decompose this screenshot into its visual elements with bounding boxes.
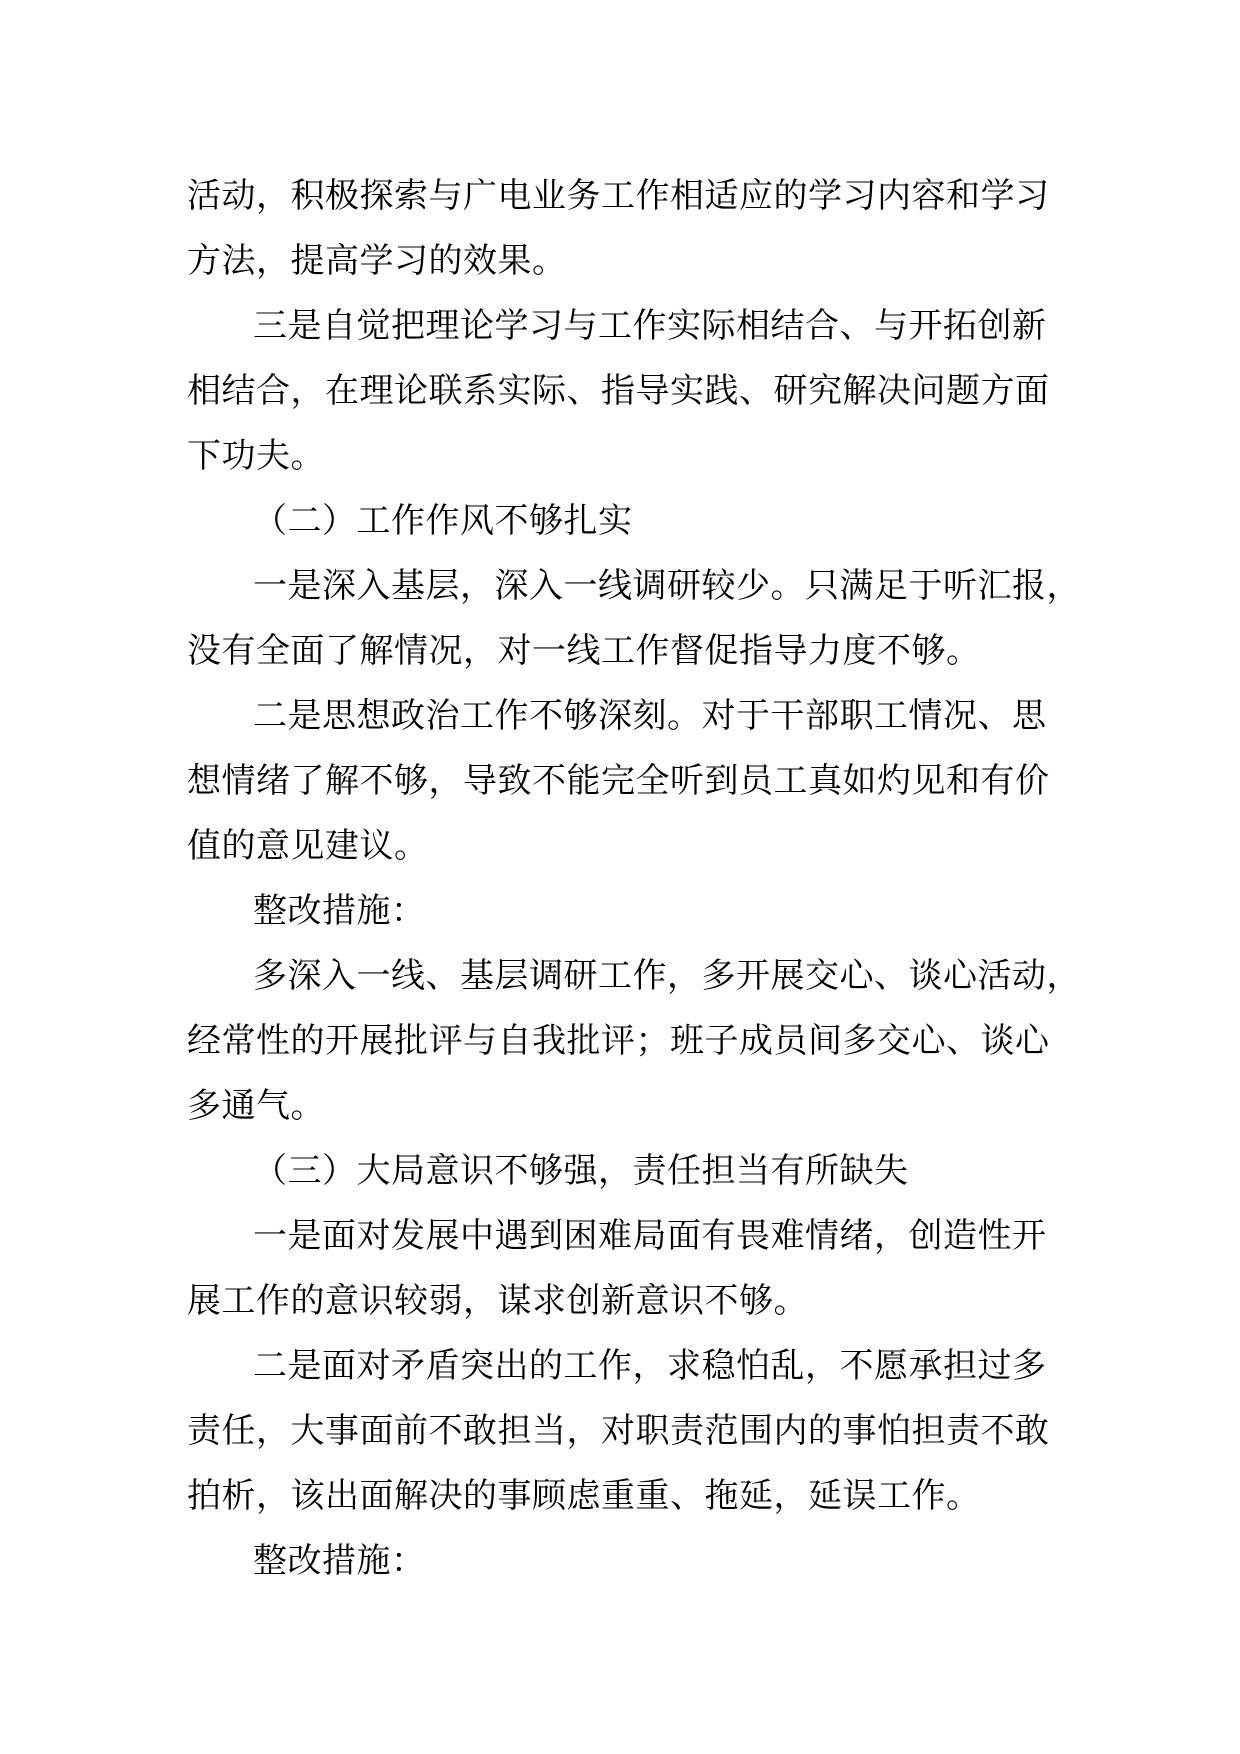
text-line: 方法，提高学习的效果。	[187, 241, 567, 281]
measures-heading: 整改措施：	[253, 891, 426, 931]
paragraph-start-line: 一是深入基层，深入一线调研较少。只满足于听汇报，	[253, 566, 1081, 606]
paragraph-start-line: 二是思想政治工作不够深刻。对于干部职工情况、思	[253, 696, 1047, 736]
section-heading: （三）大局意识不够强，责任担当有所缺失	[253, 1151, 909, 1191]
paragraph-start-line: 二是面对矛盾突出的工作，求稳怕乱，不愿承担过多	[253, 1346, 1047, 1386]
paragraph-start-line: 一是面对发展中遇到困难局面有畏难情绪，创造性开	[253, 1216, 1047, 1256]
paragraph-start-line: 多深入一线、基层调研工作，多开展交心、谈心活动，	[253, 956, 1081, 996]
text-line: 没有全面了解情况，对一线工作督促指导力度不够。	[187, 631, 981, 671]
text-line: 活动，积极探索与广电业务工作相适应的学习内容和学习	[187, 176, 1050, 216]
text-line: 经常性的开展批评与自我批评；班子成员间多交心、谈心	[187, 1021, 1050, 1061]
document-body	[187, 164, 1087, 1594]
paragraph-start-line: 三是自觉把理论学习与工作实际相结合、与开拓创新	[253, 306, 1047, 346]
section-heading: （二）工作作风不够扎实	[253, 501, 633, 541]
measures-heading: 整改措施：	[253, 1541, 426, 1581]
text-line: 责任，大事面前不敢担当，对职责范围内的事怕担责不敢	[187, 1411, 1050, 1451]
text-line: 想情绪了解不够，导致不能完全听到员工真如灼见和有价	[187, 761, 1050, 801]
text-line: 拍析，该出面解决的事顾虑重重、拖延，延误工作。	[187, 1476, 981, 1516]
text-line: 下功夫。	[187, 436, 325, 476]
text-line: 值的意见建议。	[187, 826, 429, 866]
text-line: 展工作的意识较弱，谋求创新意识不够。	[187, 1281, 808, 1321]
text-line: 相结合，在理论联系实际、指导实践、研究解决问题方面	[187, 371, 1050, 411]
text-line: 多通气。	[187, 1086, 325, 1126]
